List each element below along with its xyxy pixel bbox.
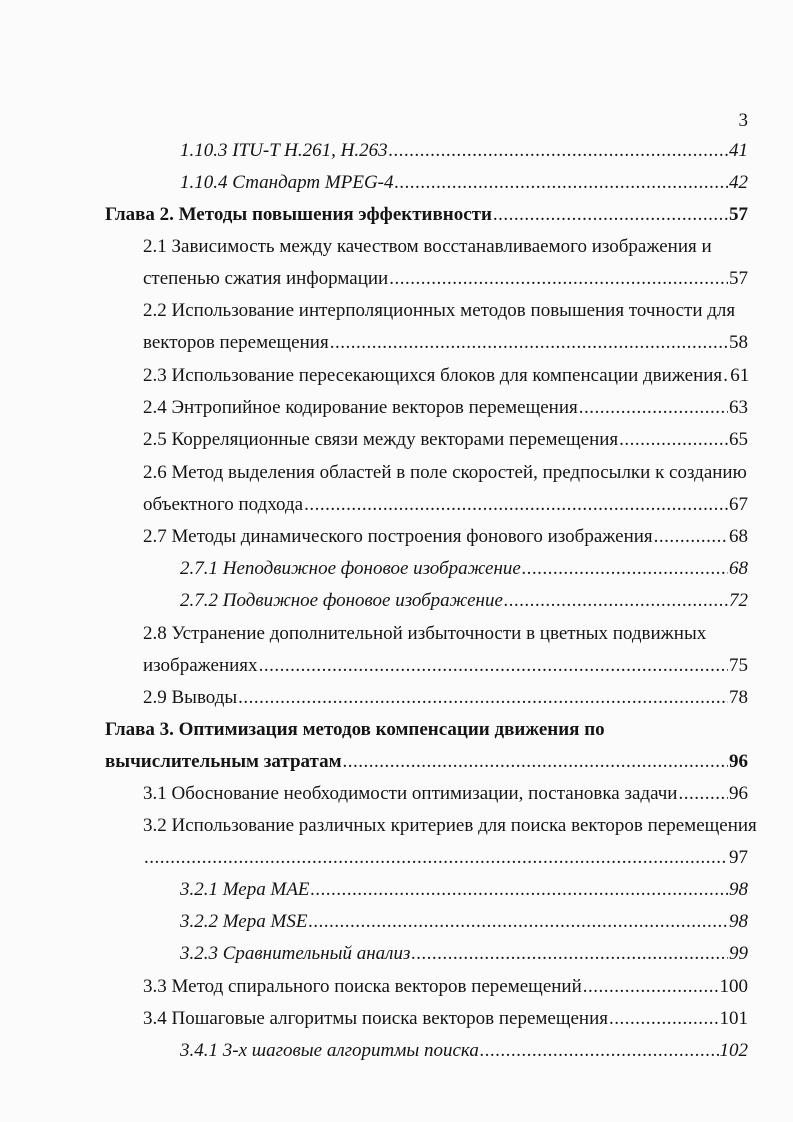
leader-dots — [678, 782, 728, 806]
leader-dots — [330, 331, 728, 355]
toc-entry-title: 2.3 Использование пересекающихся блоков для компенсации движения — [143, 365, 723, 386]
toc-entry-2-7[interactable] — [143, 525, 748, 549]
toc-entry-page: 72 — [729, 590, 748, 611]
toc-entry-title: 1.10.3 ITU-T H.261, H.263 — [180, 140, 388, 161]
toc-chapter-3[interactable] — [105, 750, 748, 774]
toc-entry-title: 1.10.4 Стандарт MPEG-4 — [180, 172, 394, 193]
toc-entry-2-8[interactable] — [143, 654, 748, 678]
toc-entry-2-8-line1: 2.8 Устранение дополнительной избыточности в цветных подвижных — [143, 623, 707, 644]
toc-entry-2-6[interactable] — [143, 493, 748, 517]
leader-dots — [493, 203, 728, 227]
toc-entry-title: 2.5 Корреляционные связи между векторами перемещения — [143, 429, 619, 450]
toc-entry-page: 75 — [729, 655, 748, 676]
toc-entry-page: 61 — [730, 365, 750, 386]
toc-entry-3-2[interactable] — [143, 846, 748, 870]
toc-entry-page: 41 — [729, 140, 748, 161]
toc-entry-page: 102 — [719, 1040, 748, 1061]
toc-entry-3-4-1[interactable] — [180, 1039, 748, 1063]
toc-entry-page: 98 — [729, 879, 748, 900]
leader-dots — [308, 910, 728, 934]
toc-entry-2-2[interactable] — [143, 331, 748, 355]
toc-entry-title: 2.9 Выводы — [143, 687, 238, 708]
toc-entry-3-2-3[interactable] — [180, 942, 748, 966]
leader-dots — [723, 364, 729, 388]
toc-entry-3-2-1[interactable] — [180, 878, 748, 902]
leader-dots — [579, 396, 728, 420]
page-number: 3 — [738, 110, 748, 131]
leader-dots — [654, 525, 728, 549]
toc-entry-title: 3.1 Обоснование необходимости оптимизации, постановка задачи — [143, 783, 678, 804]
toc-entry-title: вычислительным затратам — [105, 751, 342, 772]
toc-entry-title: 3.2.1 Мера MAE — [180, 879, 310, 900]
toc-entry-2-7-2[interactable] — [180, 589, 748, 613]
toc-chapter-2[interactable] — [105, 203, 748, 227]
toc-entry-title: 2.7.1 Неподвижное фоновое изображение — [180, 558, 521, 579]
toc-entry-page: 99 — [729, 943, 748, 964]
leader-dots — [389, 267, 728, 291]
leader-dots — [144, 846, 728, 870]
toc-entry-title: векторов перемещения — [143, 332, 329, 353]
toc-entry-3-2-2[interactable] — [180, 910, 748, 934]
leader-dots — [609, 1007, 718, 1031]
toc-entry-title: 3.2.2 Мера MSE — [180, 911, 308, 932]
leader-dots — [395, 171, 729, 195]
toc-entry-page: 101 — [719, 1008, 748, 1029]
toc-entry-2-4[interactable] — [143, 396, 748, 420]
leader-dots — [504, 589, 728, 613]
toc-entry-title: 2.4 Энтропийное кодирование векторов перемещения — [143, 397, 578, 418]
toc-entry-title: степенью сжатия информации — [143, 268, 389, 289]
toc-entry-2-5[interactable] — [143, 428, 748, 452]
leader-dots — [583, 975, 719, 999]
toc-entry-title: изображениях — [143, 655, 258, 676]
toc-entry-2-6-line1: 2.6 Метод выделения областей в поле скоростей, предпосылки к созданию — [143, 462, 747, 483]
toc-entry-title: 2.7.2 Подвижное фоновое изображение — [180, 590, 503, 611]
leader-dots — [311, 878, 728, 902]
toc-entry-page: 68 — [729, 558, 748, 579]
toc-entry-title: 2.7 Методы динамического построения фонового изображения — [143, 526, 653, 547]
toc-entry-title: объектного подхода — [143, 494, 304, 515]
toc-entry-page: 98 — [729, 911, 748, 932]
toc-entry-page: 67 — [729, 494, 748, 515]
toc-entry-2-2-line1: 2.2 Использование интерполяционных методов повышения точности для — [143, 300, 736, 321]
toc-entry-page: 68 — [729, 526, 748, 547]
toc-entry-page: 58 — [729, 332, 748, 353]
toc-entry-2-3[interactable] — [143, 364, 748, 388]
toc-entry-3-2-line1: 3.2 Использование различных критериев для поиска векторов перемещения — [143, 815, 757, 836]
toc-entry-page: 96 — [729, 751, 748, 772]
toc-entry-title: 3.3 Метод спирального поиска векторов перемещений — [143, 976, 582, 997]
toc-entry-3-3[interactable] — [143, 975, 748, 999]
leader-dots — [389, 139, 728, 163]
toc-entry-page: 96 — [729, 783, 748, 804]
leader-dots — [343, 750, 728, 774]
toc-entry-3-1[interactable] — [143, 782, 748, 806]
toc-entry-1-10-4[interactable] — [180, 171, 748, 195]
leader-dots — [259, 654, 728, 678]
toc-entry-page: 65 — [729, 429, 748, 450]
toc-entry-page: 63 — [729, 397, 748, 418]
toc-entry-title: Глава 2. Методы повышения эффективности — [105, 204, 492, 225]
toc-entry-1-10-3[interactable] — [180, 139, 748, 163]
toc-entry-title: 3.2.3 Сравнительный анализ — [180, 943, 411, 964]
toc-entry-page: 57 — [729, 204, 748, 225]
leader-dots — [522, 557, 728, 581]
toc-entry-page: 97 — [729, 847, 748, 868]
toc-entry-title: 3.4.1 3-х шаговые алгоритмы поиска — [180, 1040, 479, 1061]
toc-entry-page: 42 — [729, 172, 748, 193]
leader-dots — [480, 1039, 719, 1063]
toc-entry-page: 57 — [729, 268, 748, 289]
toc-entry-title: 3.4 Пошаговые алгоритмы поиска векторов перемещения — [143, 1008, 609, 1029]
toc-entry-page: 100 — [719, 976, 748, 997]
leader-dots — [619, 428, 728, 452]
toc-entry-3-4[interactable] — [143, 1007, 748, 1031]
leader-dots — [411, 942, 728, 966]
leader-dots — [238, 686, 728, 710]
toc-entry-page: 78 — [729, 687, 748, 708]
toc-entry-2-1[interactable] — [143, 267, 748, 291]
toc-entry-2-9[interactable] — [143, 686, 748, 710]
leader-dots — [304, 493, 728, 517]
toc-entry-2-1-line1: 2.1 Зависимость между качеством восстанавливаемого изображения и — [143, 236, 712, 257]
toc-chapter-3-line1: Глава 3. Оптимизация методов компенсации движения по — [105, 719, 605, 740]
toc-entry-2-7-1[interactable] — [180, 557, 748, 581]
